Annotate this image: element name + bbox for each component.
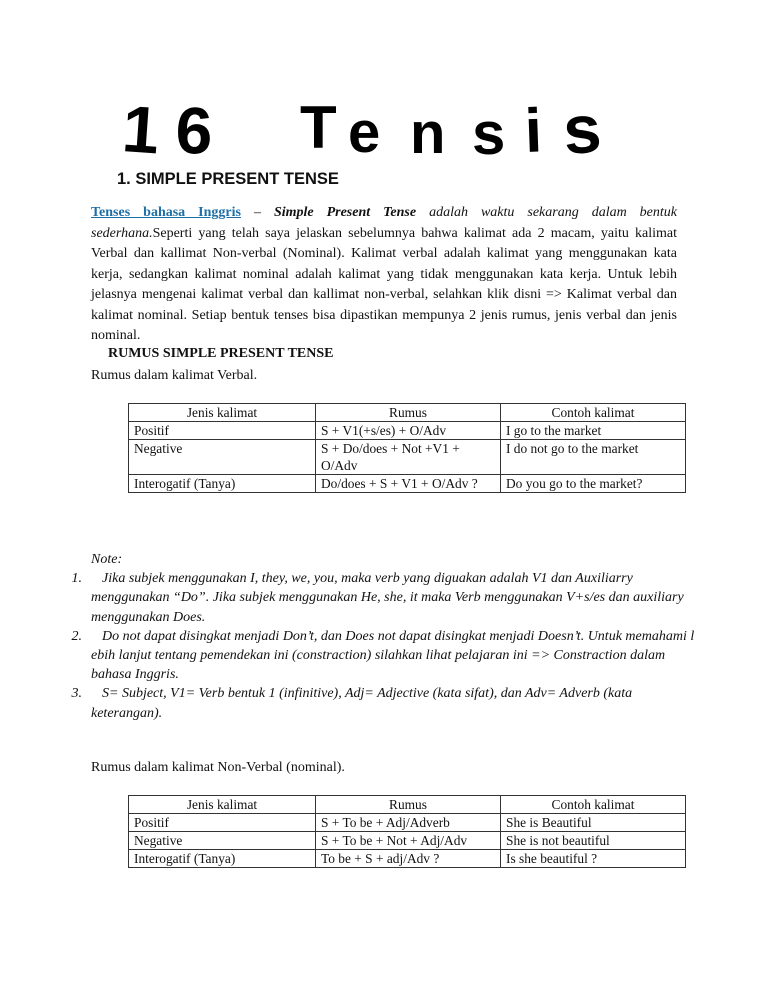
note-item — [62, 569, 702, 627]
table-cell: Do/does + S + V1 + O/Adv ? — [316, 475, 501, 493]
table-cell: Do you go to the market? — [501, 475, 686, 493]
note-text: S= Subject, V1= Verb bentuk 1 (infinitive), Adj= Adjective (kata sifat), dan Adv= Adverb (kata keterangan). — [91, 686, 633, 721]
header-cell: Rumus — [316, 796, 501, 814]
table-cell: Interogatif (Tanya) — [129, 475, 316, 493]
header-cell: Contoh kalimat — [501, 796, 686, 814]
table-cell: S + To be + Not + Adj/Adv — [316, 832, 501, 850]
table-cell: Negative — [129, 832, 316, 850]
table-cell: S + V1(+s/es) + O/Adv — [316, 422, 501, 440]
table-row — [129, 440, 686, 475]
table-cell: Positif — [129, 422, 316, 440]
note-item — [62, 627, 702, 685]
table-cell: Negative — [129, 440, 316, 475]
title-char: i — [523, 96, 544, 167]
table-row — [129, 814, 686, 832]
note-text: Jika subjek menggunakan I, they, we, you, maka verb yang diguakan adalah V1 dan Auxiliarry menggunakan “Do”. Jika subjek menggunakan He, she, it maka Verb menggunakan V+s/es dan auxiliary menggunakan Does. — [91, 571, 684, 625]
table-cell: Is she beautiful ? — [501, 850, 686, 868]
table-header-row — [129, 796, 686, 814]
intro-dash: – — [240, 205, 274, 220]
table-row — [129, 850, 686, 868]
table-cell: She is not beautiful — [501, 832, 686, 850]
rumus-heading: RUMUS SIMPLE PRESENT TENSE — [108, 346, 334, 361]
table-row — [129, 832, 686, 850]
notes-section — [62, 550, 702, 723]
title-char: e — [348, 100, 381, 165]
tenses-link[interactable]: Tenses bahasa Inggris — [91, 205, 241, 220]
title-char: n — [410, 101, 446, 166]
header-cell: Jenis kalimat — [129, 404, 316, 422]
table-row — [129, 422, 686, 440]
title-char: 6 — [175, 93, 214, 168]
note-label: Note: — [91, 552, 123, 567]
verbal-table — [128, 403, 686, 493]
header-cell: Jenis kalimat — [129, 796, 316, 814]
table-cell: I go to the market — [501, 422, 686, 440]
intro-paragraph — [91, 203, 677, 347]
title-char: s — [560, 90, 604, 170]
verbal-label: Rumus dalam kalimat Verbal. — [91, 368, 258, 383]
nonverbal-label: Rumus dalam kalimat Non-Verbal (nominal). — [91, 760, 345, 775]
table-cell: S + To be + Adj/Adverb — [316, 814, 501, 832]
title-char: 1 — [120, 91, 162, 168]
note-number: 2. — [71, 628, 82, 644]
table-cell: S + Do/does + Not +V1 + O/Adv — [316, 440, 501, 475]
note-item — [62, 684, 702, 722]
header-cell: Contoh kalimat — [501, 404, 686, 422]
wordart-title — [120, 86, 650, 170]
note-text: Do not dapat disingkat menjadi Don’t, dan Does not dapat disingkat menjadi Doesn’t. Untuk memahami l ebih lanjut tentang pemendekan ini (constraction) silahkan lihat pelajaran ini => Constraction dalam bahasa Inggris. — [91, 628, 695, 683]
intro-body: Seperti yang telah saya jelaskan sebelumnya bahwa kalimat ada 2 macam, yaitu kalimat Verbal dan kallimat Non-verbal (Nominal). Kalimat verbal adalah kalimat yang menggunakan kata kerja, sedangkan kalimat nominal adalah kalimat yang tidak menggunakan kata kerja. Untuk lebih jelasnya mengenai kalimat verbal dan kallimat non-verbal, selahkan klik disni => Kalimat verbal dan kalimat nominal. Setiap bentuk tenses bisa dipastikan mempunya 2 jenis rumus, jenis verbal dan jenis nominal. — [91, 225, 677, 343]
header-cell: Rumus — [316, 404, 501, 422]
title-char: T — [300, 94, 337, 161]
table-cell: To be + S + adj/Adv ? — [316, 850, 501, 868]
intro-definition: adalah waktu sekarang dalam bentuk sederhana. — [91, 205, 677, 241]
table-row — [129, 475, 686, 493]
table-cell: I do not go to the market — [501, 440, 686, 475]
intro-term: Simple Present Tense — [273, 205, 417, 220]
table-cell: She is Beautiful — [501, 814, 686, 832]
section-heading: 1. SIMPLE PRESENT TENSE — [117, 170, 339, 188]
note-number: 3. — [71, 686, 82, 702]
table-cell: Interogatif (Tanya) — [129, 850, 316, 868]
table-cell: Positif — [129, 814, 316, 832]
note-number: 1. — [71, 571, 82, 587]
title-char: s — [472, 100, 506, 167]
nonverbal-table — [128, 795, 686, 868]
table-header-row — [129, 404, 686, 422]
